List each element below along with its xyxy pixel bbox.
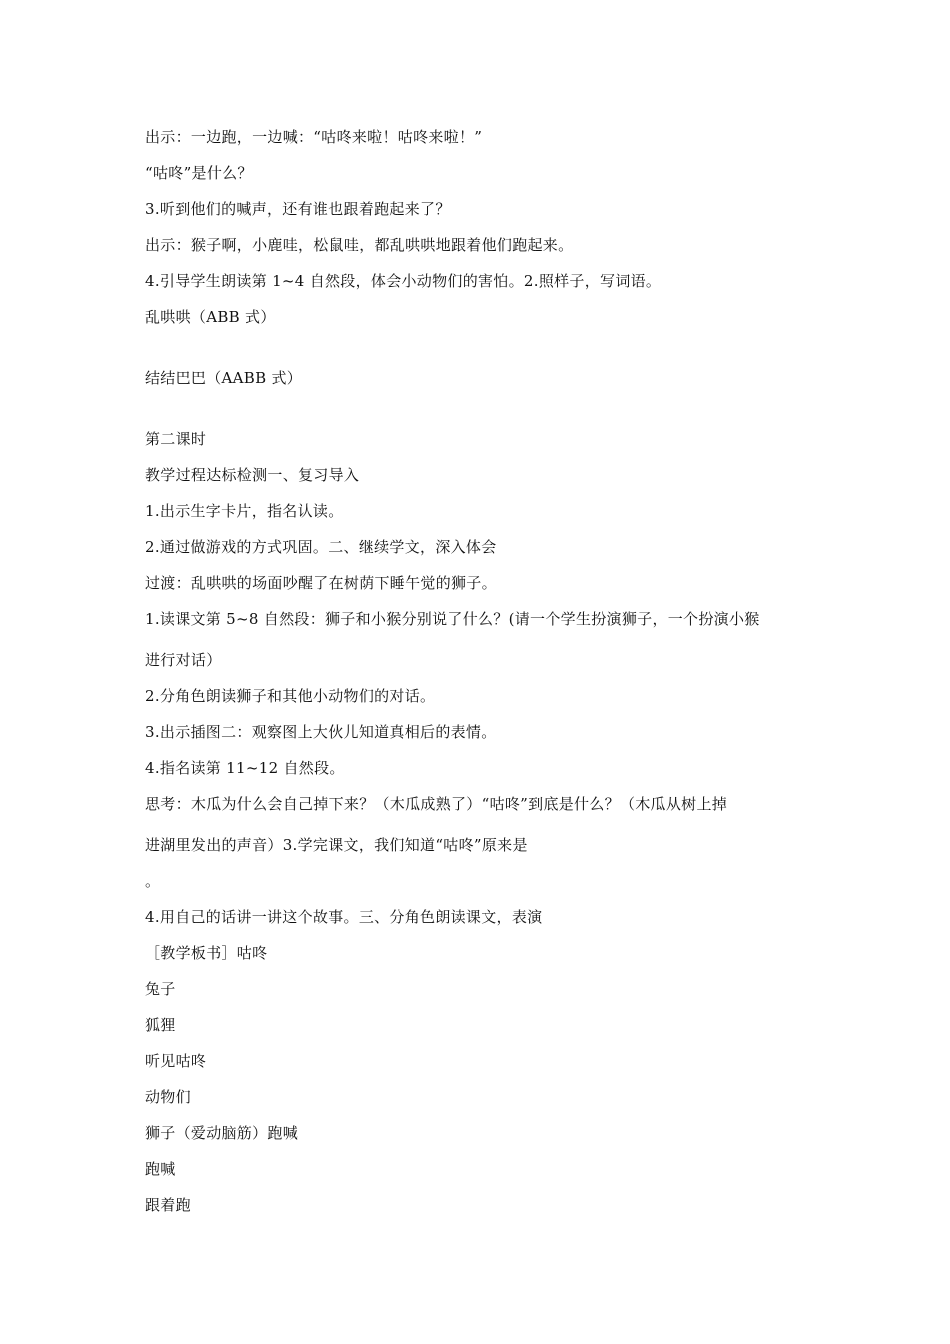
text-line: 4.指名读第 11~12 自然段。 <box>145 759 345 777</box>
text-line: 2.通过做游戏的方式巩固。二、继续学文，深入体会 <box>145 538 497 556</box>
text-line: 兔子 <box>145 980 176 998</box>
text-line: 3.听到他们的喊声，还有谁也跟着跑起来了？ <box>145 200 451 218</box>
text-line: 狮子（爱动脑筋）跑喊 <box>145 1124 299 1142</box>
text-line: 狐狸 <box>145 1016 176 1034</box>
text-line: 教学过程达标检测一、复习导入 <box>145 466 360 484</box>
text-line: 过渡：乱哄哄的场面吵醒了在树荫下睡午觉的狮子。 <box>145 574 497 592</box>
text-line: 乱哄哄（ABB 式） <box>145 308 276 326</box>
text-line: 。 <box>145 872 161 890</box>
text-line: 4.引导学生朗读第 1~4 自然段，体会小动物们的害怕。2.照样子，写词语。 <box>145 272 662 290</box>
text-line: 动物们 <box>145 1088 191 1106</box>
text-line: 跑喊 <box>145 1160 176 1178</box>
text-line: 进行对话） <box>145 651 222 669</box>
text-line: 4.用自己的话讲一讲这个故事。三、分角色朗读课文，表演 <box>145 908 543 926</box>
text-line: 跟着跑 <box>145 1196 191 1214</box>
text-line: 听见咕咚 <box>145 1052 207 1070</box>
text-line: 2.分角色朗读狮子和其他小动物们的对话。 <box>145 687 436 705</box>
section-heading: 第二课时 <box>145 430 207 448</box>
text-line: “咕咚”是什么？ <box>145 164 253 182</box>
text-line: 1.出示生字卡片，指名认读。 <box>145 502 344 520</box>
text-line: 出示：猴子啊，小鹿哇，松鼠哇，都乱哄哄地跟着他们跑起来。 <box>145 236 574 254</box>
text-line: 1.读课文第 5~8 自然段：狮子和小猴分别说了什么？(请一个学生扮演狮子，一个扮演小猴 <box>145 610 760 628</box>
text-line: 进湖里发出的声音）3.学完课文，我们知道“咕咚”原来是 <box>145 836 528 854</box>
text-line: 3.出示插图二：观察图上大伙儿知道真相后的表情。 <box>145 723 497 741</box>
text-line: 结结巴巴（AABB 式） <box>145 369 303 387</box>
text-line: 出示：一边跑，一边喊：“咕咚来啦！咕咚来啦！” <box>145 128 483 146</box>
text-line: ［教学板书］咕咚 <box>145 944 268 962</box>
text-line: 思考：木瓜为什么会自己掉下来？（木瓜成熟了）“咕咚”到底是什么？（木瓜从树上掉 <box>145 795 728 813</box>
